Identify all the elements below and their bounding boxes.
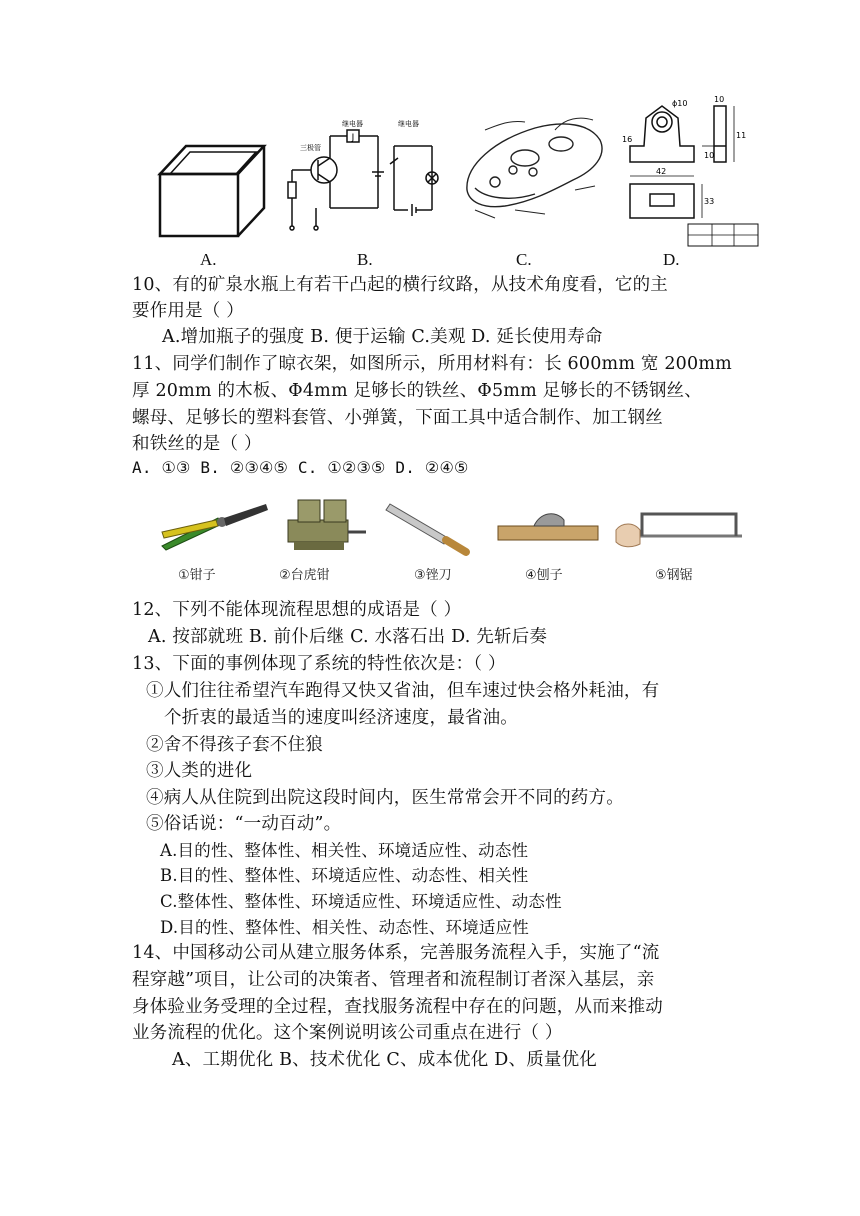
figure-label-b: B. [357,250,373,269]
relay-label: 继电器 [342,120,363,128]
dim-d6: 16 [622,135,633,144]
q11-line1: 11、同学们制作了晾衣架，如图所示，所用材料有：长 600mm 宽 200mm [132,354,732,374]
tool-label-vise: ②台虎钳 [279,568,330,583]
q10-line2: 要作用是（ ） [132,301,244,321]
q14-options: A、工期优化 B、技术优化 C、成本优化 D、质量优化 [172,1050,598,1070]
q13-option-c: C.整体性、整体性、环境适应性、环境适应性、动态性 [160,892,562,911]
relay-contact-label: 继电器 [398,120,419,128]
q13-item4: ④病人从住院到出院这段时间内，医生常常会开不同的药方。 [146,788,624,808]
q13-line1: 13、下面的事例体现了系统的特性依次是：（ ） [132,654,506,674]
q10-options: A.增加瓶子的强度 B. 便于运输 C.美观 D. 延长使用寿命 [162,327,603,347]
figure-label-a: A. [200,250,217,269]
q11-line2: 厚 20mm 的木板、Φ4mm 足够长的铁丝、Φ5mm 足够长的不锈钢丝、 [132,381,702,401]
car-sketch-figure [455,110,615,235]
relay-j-label: J [351,133,355,143]
circuit-diagram-figure [282,118,442,243]
file-tool-icon [380,496,480,556]
q14-line2: 程穿越”项目，让公司的决策者、管理者和流程制订者深入基层，亲 [132,970,655,990]
q12-options: A. 按部就班 B. 前仆后继 C. 水落石出 D. 先斩后奏 [148,627,548,647]
q13-item5: ⑤俗话说：“一动百动”。 [146,814,342,834]
figure-label-c: C. [516,250,532,269]
hacksaw-icon [612,500,752,556]
tool-label-saw: ⑤钢锯 [655,568,693,583]
tool-label-file: ③锉刀 [414,568,452,583]
bench-vise-icon [278,492,368,554]
dim-d2: 42 [656,167,667,176]
q13-item2: ②舍不得孩子套不住狼 [146,735,323,755]
open-box-figure [150,138,270,248]
tool-label-pliers: ①钳子 [178,568,216,583]
figure-label-d: D. [663,250,680,269]
dim-d3: 33 [704,197,715,206]
q10-line1: 10、有的矿泉水瓶上有若干凸起的横行纹路，从技术角度看，它的主 [132,275,668,295]
q13-item1: ①人们往往希望汽车跑得又快又省油，但车速过快会格外耗油，有 [146,681,660,701]
q13-option-d: D.目的性、整体性、相关性、动态性、环境适应性 [160,918,529,937]
q12-line1: 12、下列不能体现流程思想的成语是（ ） [132,600,462,620]
pliers-icon [158,496,270,554]
q11-line3: 螺母、足够长的塑料套管、小弹簧，下面工具中适合制作、加工钢丝 [132,408,663,428]
q14-line1: 14、中国移动公司从建立服务体系，完善服务流程入手，实施了“流 [132,943,660,963]
hand-plane-icon [494,506,604,552]
technical-drawing-figure [622,95,762,250]
q13-option-b: B.目的性、整体性、环境适应性、动态性、相关性 [160,866,529,885]
q13-item3: ③人类的进化 [146,761,253,781]
phi-dimension: ϕ10 [672,99,688,108]
dim-d5: 10 [704,151,715,160]
dim-d4: 11 [736,131,747,140]
tool-label-plane: ④刨子 [525,568,563,583]
q13-option-a: A.目的性、整体性、相关性、环境适应性、动态性 [160,841,529,860]
q13-item1-cont: 个折衷的最适当的速度叫经济速度，最省油。 [164,708,518,728]
q11-options: A. ①③ B. ②③④⑤ C. ①②③⑤ D. ②④⑤ [132,458,469,477]
q14-line4: 业务流程的优化。这个案例说明该公司重点在进行（ ） [132,1023,563,1043]
dim-d1: 10 [714,95,725,104]
q11-line4: 和铁丝的是（ ） [132,434,262,454]
transistor-label: 三极管 [300,144,321,152]
q14-line3: 身体验业务受理的全过程，查找服务流程中存在的问题，从而来推动 [132,997,663,1017]
